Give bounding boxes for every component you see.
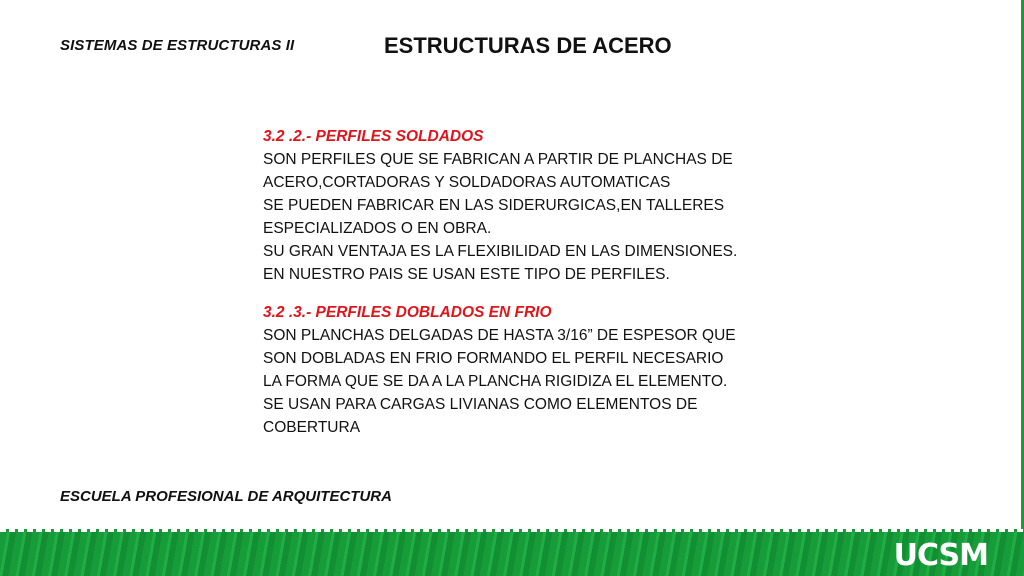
section-perfiles-soldados bbox=[263, 125, 1003, 286]
body-line: SON DOBLADAS EN FRIO FORMANDO EL PERFIL NECESARIO bbox=[263, 350, 724, 367]
body-line: COBERTURA bbox=[263, 419, 361, 436]
body-line: ACERO,CORTADORAS Y SOLDADORAS AUTOMATICAS bbox=[263, 174, 671, 191]
body-line: SU GRAN VENTAJA ES LA FLEXIBILIDAD EN LAS DIMENSIONES. bbox=[263, 243, 738, 260]
body-line: SON PLANCHAS DELGADAS DE HASTA 3/16” DE ESPESOR QUE bbox=[263, 327, 736, 344]
footer-band bbox=[0, 532, 1024, 576]
body-line: LA FORMA QUE SE DA A LA PLANCHA RIGIDIZA EL ELEMENTO. bbox=[263, 373, 728, 390]
body-line: SE USAN PARA CARGAS LIVIANAS COMO ELEMENTOS DE bbox=[263, 396, 698, 413]
body-line: SON PERFILES QUE SE FABRICAN A PARTIR DE PLANCHAS DE bbox=[263, 151, 733, 168]
slide-title: ESTRUCTURAS DE ACERO bbox=[384, 33, 672, 58]
body-line: SE PUEDEN FABRICAR EN LAS SIDERURGICAS,EN TALLERES bbox=[263, 197, 725, 214]
body-line: ESPECIALIZADOS O EN OBRA. bbox=[263, 220, 492, 237]
section-heading: 3.2 .3.- PERFILES DOBLADOS EN FRIO bbox=[263, 304, 552, 321]
course-name: SISTEMAS DE ESTRUCTURAS II bbox=[60, 37, 295, 54]
slide-body bbox=[263, 125, 1003, 454]
section-heading: 3.2 .2.- PERFILES SOLDADOS bbox=[263, 128, 484, 145]
school-name: ESCUELA PROFESIONAL DE ARQUITECTURA bbox=[60, 488, 392, 505]
ucsm-logo: UCSM bbox=[893, 538, 988, 573]
section-perfiles-doblados bbox=[263, 301, 1003, 439]
body-line: EN NUESTRO PAIS SE USAN ESTE TIPO DE PERFILES. bbox=[263, 266, 670, 283]
